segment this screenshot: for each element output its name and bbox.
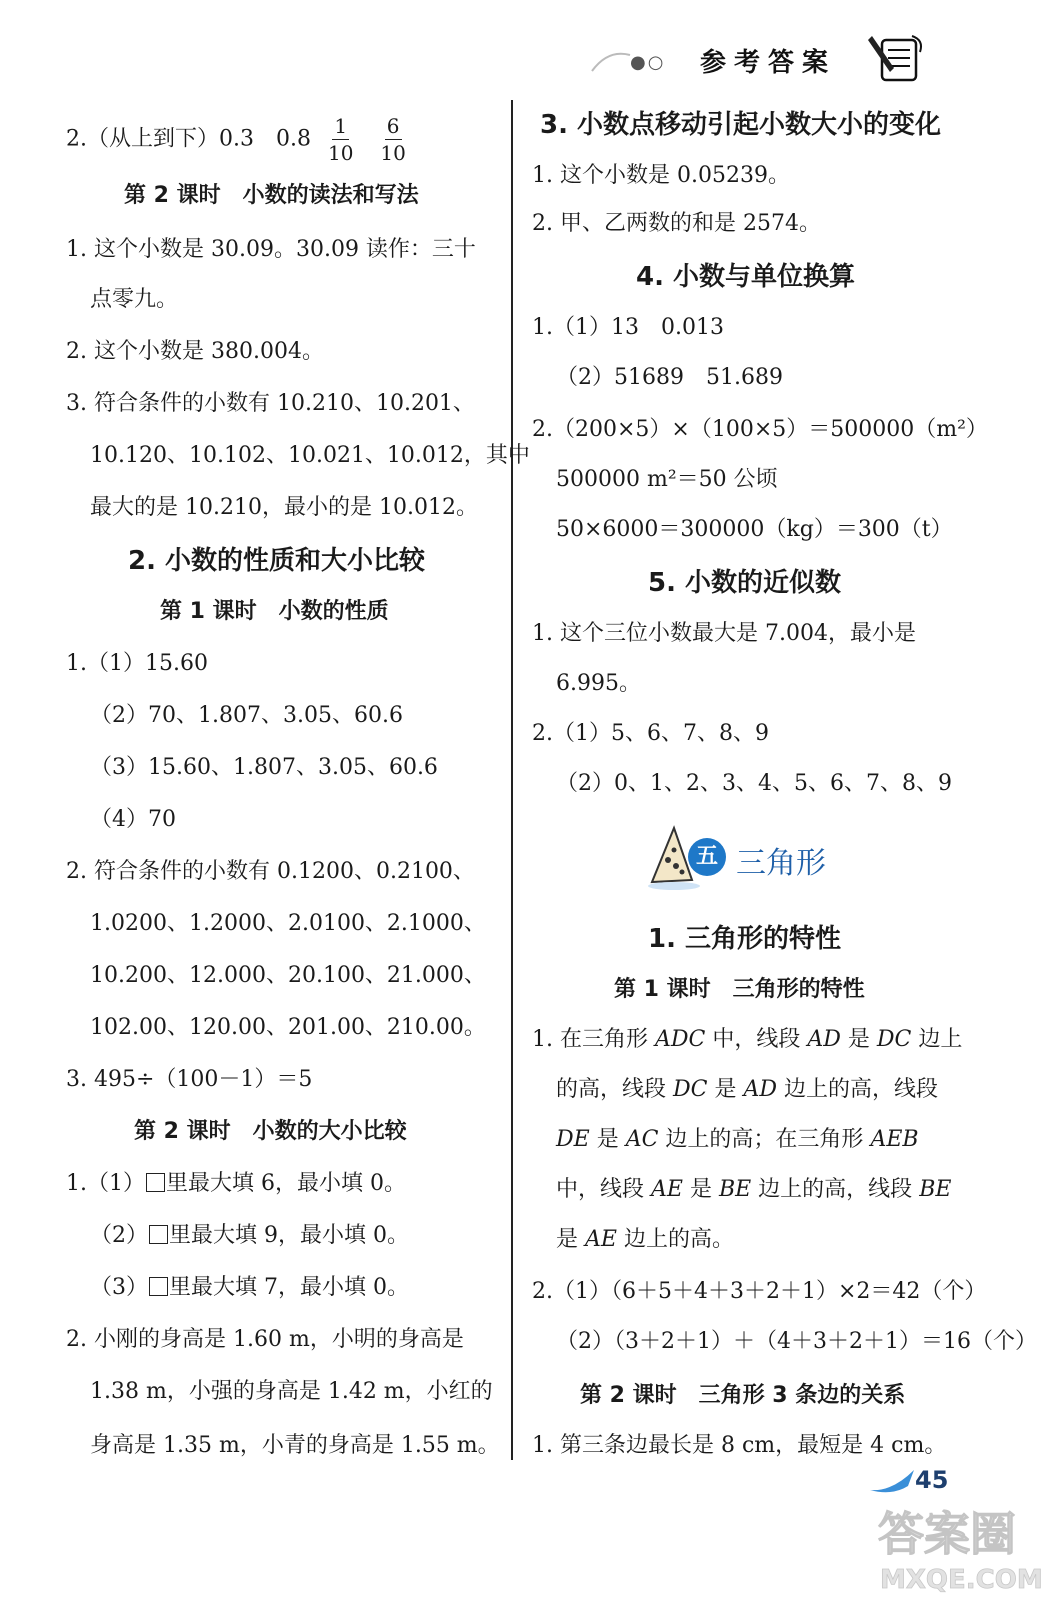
answer-line: （2） 里最大填 9，最小填 0。	[90, 1223, 409, 1248]
lesson-heading: 第 2 课时 小数的大小比较	[134, 1119, 407, 1144]
lesson-heading: 第 1 课时 小数的性质	[160, 599, 389, 624]
answer-line: 1. 这个小数是 0.05239。	[532, 163, 790, 188]
answer-line: 1. 第三条边最长是 8 cm，最短是 4 cm。	[532, 1433, 947, 1458]
answer-line: 2.（1）5、6、7、8、9	[532, 721, 769, 746]
answer-line: 点零九。	[90, 287, 179, 312]
answer-line: 1.（1）13 0.013	[532, 315, 724, 340]
watermark-logo	[870, 1496, 1050, 1596]
answer-line: 6.995。	[556, 671, 641, 696]
answer-line: 50×6000＝300000（kg）＝300（t）	[556, 517, 953, 542]
fraction-6-10: $\frac{6}{10}$	[380, 114, 406, 165]
answer-line: 中，线段 AE 是 BE 边上的高，线段 BE	[556, 1177, 952, 1202]
section-heading: 4. 小数与单位换算	[636, 262, 856, 292]
scroll-pen-icon	[868, 30, 928, 86]
answer-line: 500000 m²＝50 公顷	[556, 467, 778, 492]
lesson-heading: 第 2 课时 三角形 3 条边的关系	[580, 1383, 906, 1408]
answer-line: 1.0200、1.2000、2.0100、2.1000、	[90, 911, 486, 936]
header-swash-decoration	[590, 45, 632, 75]
answer-line: 的高，线段 DC 是 AD 边上的高，线段	[556, 1077, 939, 1102]
answer-line: （2）51689 51.689	[556, 365, 783, 390]
header-title: 参考答案	[700, 48, 837, 78]
blank-box	[149, 1277, 168, 1296]
answer-line: 1.（1）15.60	[66, 651, 208, 676]
answer-line: 2. 甲、乙两数的和是 2574。	[532, 211, 821, 236]
answer-line: 3. 符合条件的小数有 10.210、10.201、	[66, 391, 475, 416]
answer-line: 2.（1）（6＋5＋4＋3＋2＋1）×2＝42（个）	[532, 1279, 987, 1304]
answer-line: 身高是 1.35 m，小青的身高是 1.55 m。	[90, 1433, 500, 1458]
answer-line: 102.00、120.00、201.00、210.00。	[90, 1015, 486, 1040]
fraction-1-10: $\frac{1}{10}$	[327, 114, 354, 165]
section-heading: 1. 三角形的特性	[648, 924, 842, 954]
blank-box	[146, 1173, 165, 1192]
lesson-heading: 第 2 课时 小数的读法和写法	[124, 183, 419, 208]
answer-line: 10.120、10.102、10.021、10.012，其中	[90, 443, 530, 468]
answer-line: DE 是 AC 边上的高；在三角形 AEB	[556, 1127, 919, 1152]
answer-line: 1. 在三角形 ADC 中，线段 AD 是 DC 边上	[532, 1027, 963, 1052]
unit-number-badge: 五	[688, 838, 726, 876]
answer-line-fractions	[66, 116, 416, 163]
answer-line: 1.（1） 里最大填 6，最小填 0。	[66, 1171, 406, 1196]
answer-line: 是 AE 边上的高。	[556, 1227, 734, 1252]
answer-line: 3. 495÷（100－1）＝5	[66, 1067, 313, 1092]
answer-line: 1. 这个小数是 30.09。30.09 读作：三十	[66, 237, 476, 262]
answer-line: （2）0、1、2、3、4、5、6、7、8、9	[556, 771, 952, 796]
answer-line: 1.38 m，小强的身高是 1.42 m，小红的	[90, 1379, 493, 1404]
answer-line: 2. 这个小数是 380.004。	[66, 339, 324, 364]
answer-line: （3）15.60、1.807、3.05、60.6	[90, 755, 438, 780]
answer-line: 2. 符合条件的小数有 0.1200、0.2100、	[66, 859, 475, 884]
answer-line: 2. 小刚的身高是 1.60 m，小明的身高是	[66, 1327, 464, 1352]
answer-line: 最大的是 10.210，最小的是 10.012。	[90, 495, 478, 520]
answer-line: 2.（200×5）×（100×5）＝500000（m²）	[532, 417, 988, 442]
svg-text:答案圈: 答案圈	[878, 1507, 1016, 1561]
answer-line: （2）70、1.807、3.05、60.6	[90, 703, 403, 728]
fraction-prefix: 2.（从上到下）0.3 0.8	[66, 126, 311, 152]
answer-line: （3） 里最大填 7，最小填 0。	[90, 1275, 409, 1300]
section-heading: 2. 小数的性质和大小比较	[128, 546, 426, 576]
answer-line: （2）（3＋2＋1）＋（4＋3＋2＋1）＝16（个）	[556, 1329, 1037, 1354]
header-dots: ●○	[630, 52, 666, 73]
page-number: 45	[915, 1466, 949, 1494]
page-number-swoosh-icon	[868, 1466, 918, 1496]
answer-line: （4）70	[90, 807, 176, 832]
section-heading: 3. 小数点移动引起小数大小的变化	[540, 110, 942, 140]
answer-line: 10.200、12.000、20.100、21.000、	[90, 963, 486, 988]
blank-box	[149, 1225, 168, 1244]
answer-line: 1. 这个三位小数最大是 7.004，最小是	[532, 621, 916, 646]
svg-text:MXQE.COM: MXQE.COM	[880, 1565, 1043, 1595]
section-heading: 5. 小数的近似数	[648, 568, 842, 598]
unit-title: 三角形	[736, 846, 826, 881]
lesson-heading: 第 1 课时 三角形的特性	[614, 977, 865, 1002]
column-divider	[511, 100, 513, 1460]
